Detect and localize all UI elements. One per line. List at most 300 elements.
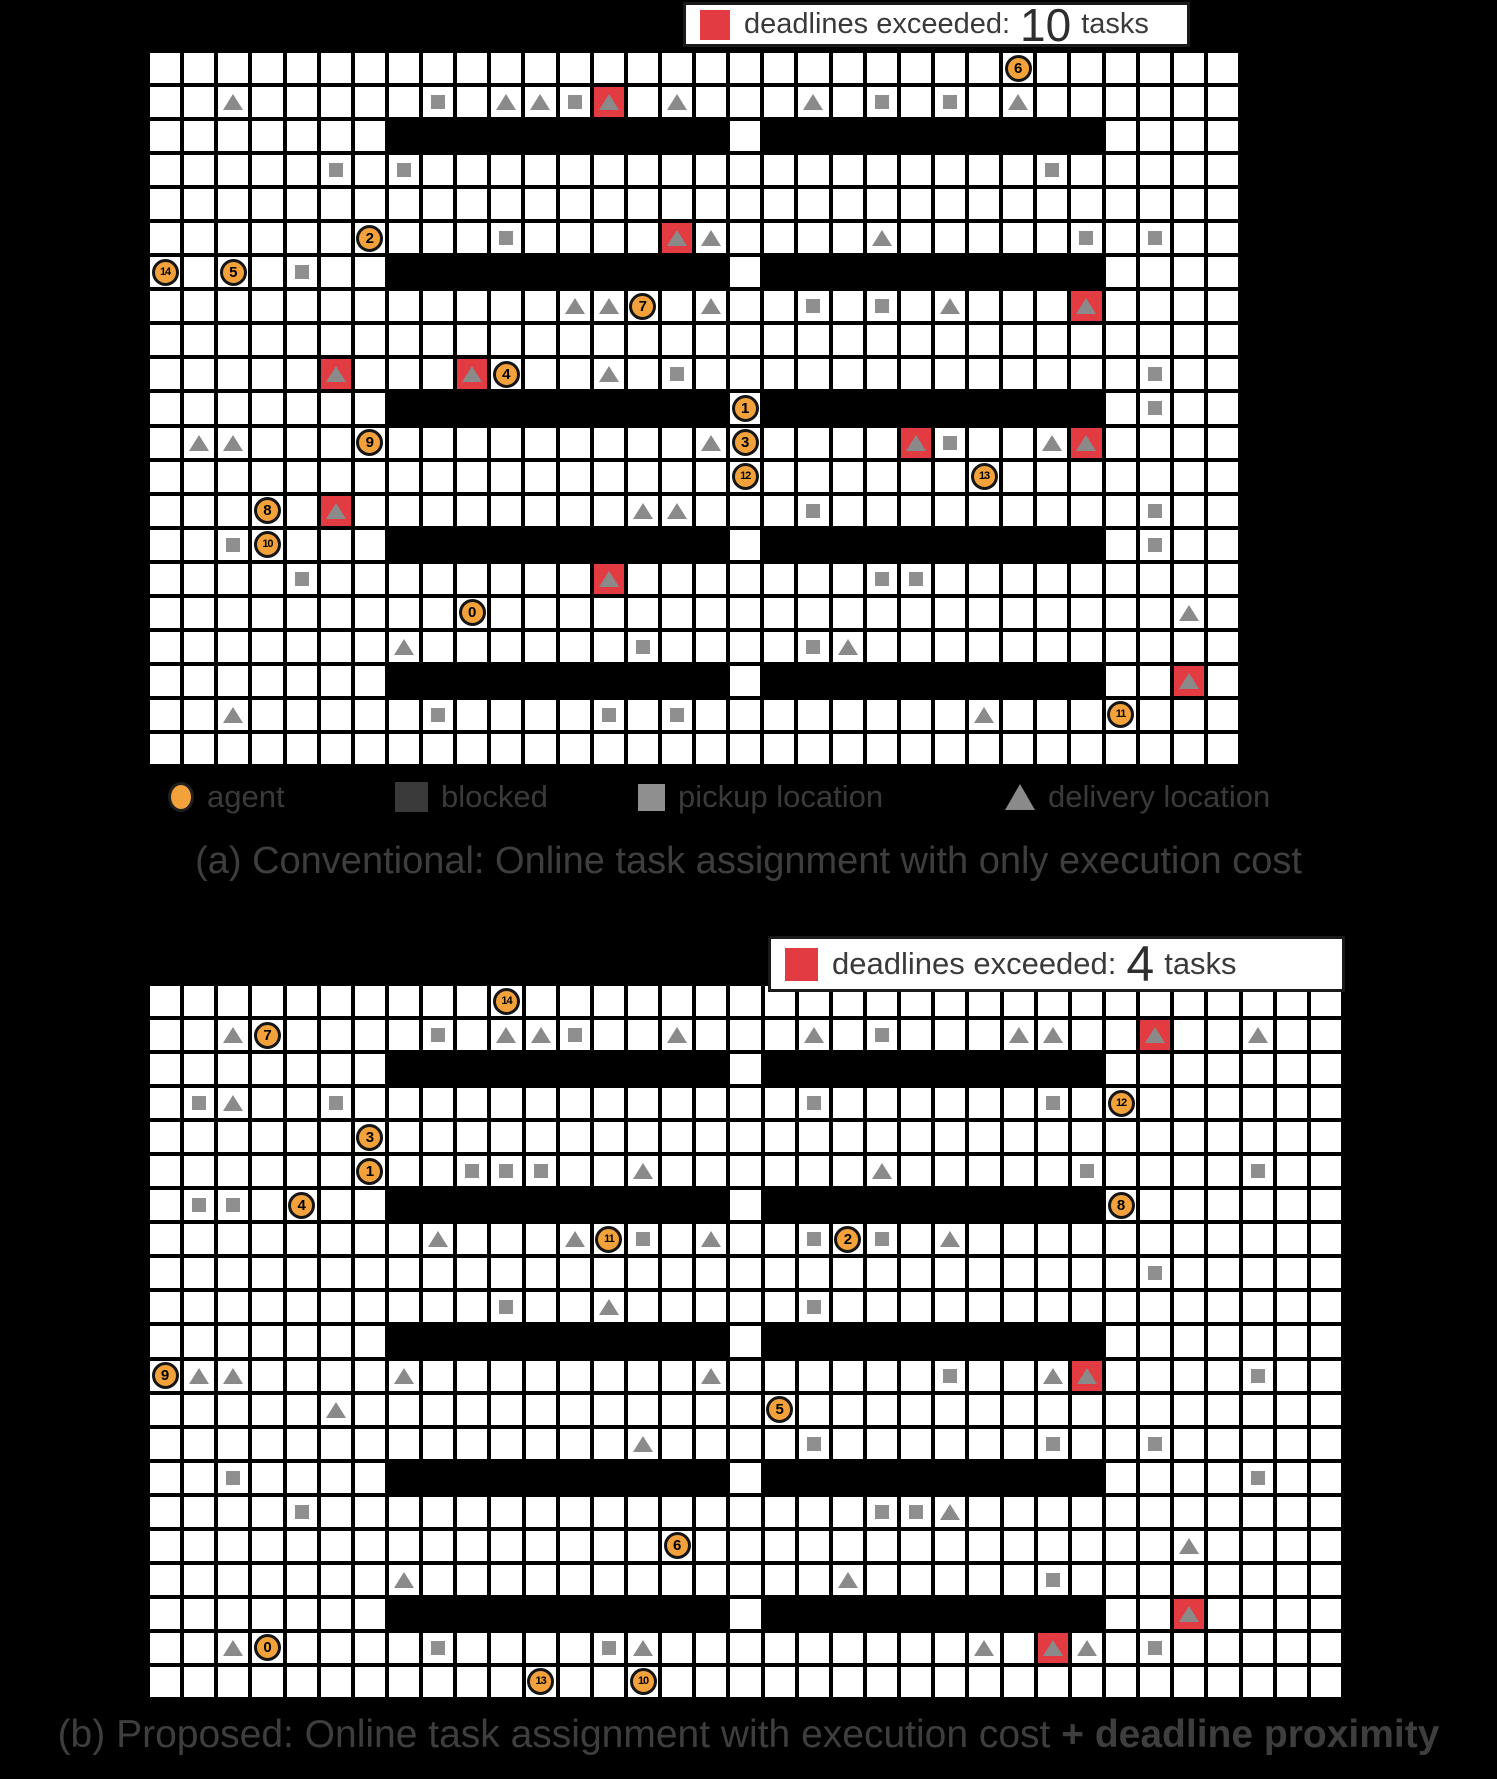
cell-r9-c14 bbox=[626, 1290, 660, 1324]
cell-r5-c6 bbox=[353, 1154, 387, 1188]
cell-r10-c32 bbox=[1241, 1324, 1275, 1358]
cell-r6-c19 bbox=[796, 255, 830, 289]
cell-r20-c20 bbox=[831, 1665, 865, 1699]
cell-r14-c34 bbox=[1309, 1461, 1343, 1495]
cell-r11-c6 bbox=[353, 426, 387, 460]
cell-r14-c28 bbox=[1104, 1461, 1138, 1495]
cell-r7-c9 bbox=[455, 1222, 489, 1256]
cell-r13-c4 bbox=[285, 1427, 319, 1461]
cell-r6-c13 bbox=[592, 255, 626, 289]
cell-r20-c32 bbox=[1241, 1665, 1275, 1699]
cell-r3-c3 bbox=[250, 153, 284, 187]
cell-r1-c11 bbox=[523, 85, 557, 119]
cell-r13-c6 bbox=[353, 494, 387, 528]
cell-r2-c1 bbox=[182, 1052, 216, 1086]
cell-r2-c22 bbox=[899, 119, 933, 153]
cell-r10-c26 bbox=[1035, 391, 1069, 425]
cell-r0-c21 bbox=[865, 51, 899, 85]
cell-r12-c18 bbox=[762, 460, 796, 494]
cell-r2-c0 bbox=[148, 1052, 182, 1086]
cell-r8-c33 bbox=[1275, 1256, 1309, 1290]
cell-r6-c32 bbox=[1241, 1188, 1275, 1222]
cell-r14-c30 bbox=[1172, 1461, 1206, 1495]
delivery-icon bbox=[599, 571, 619, 587]
agent-7: 7 bbox=[629, 293, 656, 320]
pickup-icon bbox=[602, 1641, 616, 1655]
cell-r0-c18 bbox=[762, 51, 796, 85]
cell-r1-c19 bbox=[797, 1018, 831, 1052]
agent-2: 2 bbox=[356, 225, 383, 252]
cell-r0-c2 bbox=[216, 51, 250, 85]
cell-r7-c11 bbox=[524, 1222, 558, 1256]
cell-r16-c18 bbox=[763, 1529, 797, 1563]
cell-r3-c27 bbox=[1070, 1086, 1104, 1120]
cell-r14-c2 bbox=[216, 528, 250, 562]
cell-r9-c12 bbox=[558, 357, 592, 391]
cell-r2-c13 bbox=[592, 119, 626, 153]
cell-r4-c21 bbox=[865, 1120, 899, 1154]
cell-r1-c28 bbox=[1104, 1018, 1138, 1052]
cell-r3-c14 bbox=[626, 1086, 660, 1120]
cell-r4-c14 bbox=[626, 1120, 660, 1154]
cell-r14-c27 bbox=[1069, 528, 1103, 562]
cell-r2-c7 bbox=[387, 1052, 421, 1086]
cell-r6-c4 bbox=[285, 1188, 319, 1222]
cell-r3-c14 bbox=[626, 153, 660, 187]
cell-r6-c21 bbox=[865, 1188, 899, 1222]
cell-r5-c10 bbox=[489, 1154, 523, 1188]
cell-r2-c17 bbox=[728, 119, 762, 153]
cell-r14-c4 bbox=[285, 1461, 319, 1495]
cell-r18-c29 bbox=[1138, 664, 1172, 698]
cell-r5-c17 bbox=[728, 1154, 762, 1188]
cell-r5-c7 bbox=[387, 1154, 421, 1188]
cell-r10-c29 bbox=[1138, 391, 1172, 425]
cell-r2-c2 bbox=[216, 119, 250, 153]
cell-r18-c20 bbox=[831, 1597, 865, 1631]
cell-r19-c8 bbox=[421, 698, 455, 732]
delivery-icon bbox=[974, 1640, 994, 1656]
cell-r8-c11 bbox=[524, 1256, 558, 1290]
cell-r14-c5 bbox=[319, 528, 353, 562]
cell-r18-c23 bbox=[933, 1597, 967, 1631]
cell-r19-c18 bbox=[763, 1631, 797, 1665]
delivery-icon bbox=[667, 94, 687, 110]
cell-r20-c20 bbox=[831, 732, 865, 766]
cell-r16-c5 bbox=[319, 596, 353, 630]
cell-r2-c10 bbox=[489, 119, 523, 153]
cell-r2-c11 bbox=[523, 119, 557, 153]
cell-r2-c10 bbox=[489, 1052, 523, 1086]
cell-r11-c17 bbox=[728, 1359, 762, 1393]
cell-r11-c20 bbox=[831, 426, 865, 460]
cell-r5-c8 bbox=[421, 221, 455, 255]
cell-r14-c5 bbox=[319, 1461, 353, 1495]
cell-r16-c16 bbox=[694, 596, 728, 630]
cell-r4-c19 bbox=[797, 1120, 831, 1154]
cell-r3-c34 bbox=[1309, 1086, 1343, 1120]
cell-r3-c1 bbox=[182, 153, 216, 187]
cell-r7-c9 bbox=[455, 289, 489, 323]
cell-r8-c26 bbox=[1036, 1256, 1070, 1290]
cell-r3-c33 bbox=[1275, 1086, 1309, 1120]
cell-r5-c11 bbox=[523, 221, 557, 255]
cell-r9-c16 bbox=[694, 357, 728, 391]
cell-r1-c9 bbox=[455, 1018, 489, 1052]
agent-0: 0 bbox=[254, 1634, 281, 1661]
cell-r19-c16 bbox=[694, 698, 728, 732]
cell-r6-c24 bbox=[967, 1188, 1001, 1222]
cell-r4-c8 bbox=[421, 1120, 455, 1154]
cell-r8-c20 bbox=[831, 323, 865, 357]
cell-r16-c14 bbox=[626, 596, 660, 630]
cell-r20-c21 bbox=[865, 1665, 899, 1699]
cell-r17-c8 bbox=[421, 630, 455, 664]
delivery-icon bbox=[1043, 1027, 1063, 1043]
cell-r19-c18 bbox=[762, 698, 796, 732]
cell-r15-c20 bbox=[831, 1495, 865, 1529]
cell-r9-c2 bbox=[216, 1290, 250, 1324]
cell-r7-c25 bbox=[1002, 1222, 1036, 1256]
cell-r18-c3 bbox=[250, 1597, 284, 1631]
cell-r10-c28 bbox=[1104, 391, 1138, 425]
cell-r18-c0 bbox=[148, 1597, 182, 1631]
cell-r2-c12 bbox=[558, 119, 592, 153]
cell-r6-c24 bbox=[967, 255, 1001, 289]
cell-r7-c13 bbox=[592, 1222, 626, 1256]
cell-r5-c13 bbox=[592, 221, 626, 255]
cell-r8-c34 bbox=[1309, 1256, 1343, 1290]
cell-r6-c26 bbox=[1036, 1188, 1070, 1222]
cell-r7-c31 bbox=[1206, 289, 1240, 323]
cell-r3-c25 bbox=[1002, 1086, 1036, 1120]
cell-r13-c9 bbox=[455, 494, 489, 528]
cell-r6-c17 bbox=[728, 1188, 762, 1222]
pickup-icon bbox=[226, 1198, 240, 1212]
delivery-icon bbox=[599, 366, 619, 382]
cell-r17-c18 bbox=[763, 1563, 797, 1597]
cell-r8-c15 bbox=[660, 323, 694, 357]
cell-r18-c26 bbox=[1036, 1597, 1070, 1631]
cell-r17-c4 bbox=[285, 1563, 319, 1597]
cell-r12-c28 bbox=[1104, 1393, 1138, 1427]
cell-r4-c7 bbox=[387, 187, 421, 221]
cell-r19-c1 bbox=[182, 1631, 216, 1665]
cell-r20-c13 bbox=[592, 732, 626, 766]
cell-r16-c3 bbox=[250, 1529, 284, 1563]
cell-r4-c4 bbox=[285, 187, 319, 221]
cell-r7-c4 bbox=[285, 289, 319, 323]
cell-r2-c8 bbox=[421, 1052, 455, 1086]
cell-r18-c25 bbox=[1001, 664, 1035, 698]
cell-r12-c26 bbox=[1035, 460, 1069, 494]
cell-r9-c19 bbox=[797, 1290, 831, 1324]
cell-r12-c17 bbox=[728, 460, 762, 494]
cell-r5-c23 bbox=[933, 221, 967, 255]
cell-r20-c18 bbox=[763, 1665, 797, 1699]
cell-r20-c13 bbox=[592, 1665, 626, 1699]
cell-r18-c30 bbox=[1172, 664, 1206, 698]
cell-r7-c23 bbox=[933, 289, 967, 323]
cell-r9-c20 bbox=[831, 357, 865, 391]
cell-r7-c23 bbox=[933, 1222, 967, 1256]
cell-r3-c30 bbox=[1172, 153, 1206, 187]
cell-r3-c23 bbox=[933, 153, 967, 187]
cell-r11-c26 bbox=[1036, 1359, 1070, 1393]
cell-r8-c9 bbox=[455, 1256, 489, 1290]
cell-r3-c1 bbox=[182, 1086, 216, 1120]
cell-r7-c10 bbox=[489, 289, 523, 323]
cell-r13-c16 bbox=[694, 494, 728, 528]
cell-r6-c4 bbox=[285, 255, 319, 289]
cell-r1-c0 bbox=[148, 1018, 182, 1052]
cell-r19-c29 bbox=[1138, 698, 1172, 732]
cell-r13-c13 bbox=[592, 494, 626, 528]
cell-r15-c24 bbox=[967, 562, 1001, 596]
cell-r0-c12 bbox=[558, 984, 592, 1018]
cell-r3-c3 bbox=[250, 1086, 284, 1120]
cell-r12-c31 bbox=[1206, 1393, 1240, 1427]
cell-r19-c34 bbox=[1309, 1631, 1343, 1665]
cell-r17-c29 bbox=[1138, 1563, 1172, 1597]
cell-r20-c0 bbox=[148, 732, 182, 766]
cell-r17-c7 bbox=[387, 1563, 421, 1597]
cell-r11-c7 bbox=[387, 1359, 421, 1393]
cell-r12-c6 bbox=[353, 460, 387, 494]
cell-r11-c3 bbox=[250, 1359, 284, 1393]
cell-r4-c18 bbox=[763, 1120, 797, 1154]
cell-r9-c11 bbox=[524, 1290, 558, 1324]
cell-r5-c5 bbox=[319, 221, 353, 255]
cell-r6-c23 bbox=[933, 1188, 967, 1222]
cell-r18-c14 bbox=[626, 664, 660, 698]
cell-r16-c29 bbox=[1138, 596, 1172, 630]
cell-r1-c12 bbox=[558, 1018, 592, 1052]
cell-r20-c22 bbox=[899, 1665, 933, 1699]
cell-r8-c17 bbox=[728, 1256, 762, 1290]
cell-r3-c31 bbox=[1206, 153, 1240, 187]
cell-r0-c24 bbox=[967, 51, 1001, 85]
cell-r20-c28 bbox=[1104, 1665, 1138, 1699]
cell-r19-c21 bbox=[865, 1631, 899, 1665]
cell-r19-c22 bbox=[899, 698, 933, 732]
cell-r0-c13 bbox=[592, 51, 626, 85]
cell-r15-c28 bbox=[1104, 562, 1138, 596]
pickup-icon bbox=[1251, 1369, 1265, 1383]
cell-r16-c20 bbox=[831, 596, 865, 630]
cell-r12-c10 bbox=[489, 1393, 523, 1427]
cell-r18-c11 bbox=[524, 1597, 558, 1631]
cell-r9-c3 bbox=[250, 1290, 284, 1324]
cell-r9-c4 bbox=[285, 1290, 319, 1324]
delivery-icon bbox=[940, 298, 960, 314]
cell-r19-c22 bbox=[899, 1631, 933, 1665]
cell-r8-c18 bbox=[762, 323, 796, 357]
cell-r19-c15 bbox=[660, 698, 694, 732]
cell-r19-c31 bbox=[1206, 698, 1240, 732]
cell-r11-c22 bbox=[899, 426, 933, 460]
cell-r12-c11 bbox=[523, 460, 557, 494]
cell-r1-c3 bbox=[250, 1018, 284, 1052]
cell-r13-c9 bbox=[455, 1427, 489, 1461]
cell-r11-c27 bbox=[1069, 426, 1103, 460]
cell-r9-c13 bbox=[592, 357, 626, 391]
cell-r17-c22 bbox=[899, 630, 933, 664]
cell-r9-c26 bbox=[1035, 357, 1069, 391]
cell-r5-c2 bbox=[216, 1154, 250, 1188]
cell-r0-c9 bbox=[455, 51, 489, 85]
cell-r10-c8 bbox=[421, 391, 455, 425]
cell-r9-c33 bbox=[1275, 1290, 1309, 1324]
cell-r4-c28 bbox=[1104, 187, 1138, 221]
cell-r8-c6 bbox=[353, 1256, 387, 1290]
cell-r6-c0 bbox=[148, 1188, 182, 1222]
pickup-icon bbox=[1251, 1471, 1265, 1485]
agent-2: 2 bbox=[834, 1226, 861, 1253]
cell-r9-c1 bbox=[182, 1290, 216, 1324]
cell-r12-c25 bbox=[1002, 1393, 1036, 1427]
cell-r4-c31 bbox=[1206, 187, 1240, 221]
delivery-icon bbox=[462, 366, 482, 382]
deadline-legend-label: deadlines exceeded: bbox=[744, 8, 1011, 40]
cell-r15-c26 bbox=[1035, 562, 1069, 596]
agent-4: 4 bbox=[288, 1192, 315, 1219]
cell-r11-c18 bbox=[763, 1359, 797, 1393]
agent-12: 12 bbox=[732, 463, 759, 490]
cell-r10-c22 bbox=[899, 391, 933, 425]
cell-r1-c31 bbox=[1206, 85, 1240, 119]
cell-r1-c34 bbox=[1309, 1018, 1343, 1052]
cell-r10-c19 bbox=[796, 391, 830, 425]
cell-r11-c5 bbox=[319, 1359, 353, 1393]
cell-r6-c27 bbox=[1070, 1188, 1104, 1222]
delivery-icon bbox=[701, 298, 721, 314]
cell-r17-c3 bbox=[250, 1563, 284, 1597]
cell-r8-c14 bbox=[626, 1256, 660, 1290]
cell-r13-c20 bbox=[831, 1427, 865, 1461]
cell-r5-c4 bbox=[285, 1154, 319, 1188]
cell-r6-c6 bbox=[353, 255, 387, 289]
cell-r1-c2 bbox=[216, 85, 250, 119]
cell-r6-c23 bbox=[933, 255, 967, 289]
cell-r3-c7 bbox=[387, 1086, 421, 1120]
cell-r19-c0 bbox=[148, 1631, 182, 1665]
cell-r4-c6 bbox=[353, 1120, 387, 1154]
legend-item-agent bbox=[168, 779, 285, 815]
cell-r16-c11 bbox=[523, 596, 557, 630]
cell-r15-c8 bbox=[421, 1495, 455, 1529]
cell-r12-c2 bbox=[216, 1393, 250, 1427]
cell-r17-c12 bbox=[558, 630, 592, 664]
cell-r17-c0 bbox=[148, 630, 182, 664]
cell-r10-c17 bbox=[728, 391, 762, 425]
cell-r8-c2 bbox=[216, 323, 250, 357]
cell-r15-c6 bbox=[353, 1495, 387, 1529]
cell-r4-c23 bbox=[933, 187, 967, 221]
cell-r7-c27 bbox=[1070, 1222, 1104, 1256]
cell-r15-c8 bbox=[421, 562, 455, 596]
cell-r8-c30 bbox=[1172, 323, 1206, 357]
cell-r18-c6 bbox=[353, 664, 387, 698]
cell-r12-c11 bbox=[524, 1393, 558, 1427]
cell-r3-c20 bbox=[831, 153, 865, 187]
cell-r5-c25 bbox=[1001, 221, 1035, 255]
cell-r20-c31 bbox=[1206, 732, 1240, 766]
cell-r6-c11 bbox=[523, 255, 557, 289]
cell-r3-c7 bbox=[387, 153, 421, 187]
cell-r19-c19 bbox=[797, 1631, 831, 1665]
cell-r17-c34 bbox=[1309, 1563, 1343, 1597]
cell-r3-c0 bbox=[148, 153, 182, 187]
cell-r19-c27 bbox=[1070, 1631, 1104, 1665]
cell-r6-c10 bbox=[489, 255, 523, 289]
pickup-icon bbox=[806, 640, 820, 654]
cell-r16-c24 bbox=[967, 1529, 1001, 1563]
cell-r7-c10 bbox=[489, 1222, 523, 1256]
cell-r15-c13 bbox=[592, 562, 626, 596]
cell-r1-c1 bbox=[182, 85, 216, 119]
cell-r4-c3 bbox=[250, 187, 284, 221]
pickup-icon bbox=[1148, 367, 1162, 381]
cell-r17-c29 bbox=[1138, 630, 1172, 664]
cell-r14-c6 bbox=[353, 528, 387, 562]
cell-r10-c13 bbox=[592, 1324, 626, 1358]
cell-r8-c13 bbox=[592, 1256, 626, 1290]
cell-r4-c10 bbox=[489, 1120, 523, 1154]
cell-r12-c28 bbox=[1104, 460, 1138, 494]
cell-r6-c0 bbox=[148, 255, 182, 289]
cell-r12-c27 bbox=[1070, 1393, 1104, 1427]
cell-r4-c24 bbox=[967, 187, 1001, 221]
cell-r14-c25 bbox=[1002, 1461, 1036, 1495]
cell-r16-c13 bbox=[592, 1529, 626, 1563]
delivery-icon bbox=[940, 1504, 960, 1520]
pickup-icon bbox=[875, 572, 889, 586]
cell-r16-c15 bbox=[660, 1529, 694, 1563]
cell-r2-c33 bbox=[1275, 1052, 1309, 1086]
cell-r19-c2 bbox=[216, 698, 250, 732]
agent-11: 11 bbox=[1107, 701, 1134, 728]
cell-r11-c0 bbox=[148, 1359, 182, 1393]
delivery-icon bbox=[701, 1231, 721, 1247]
cell-r6-c25 bbox=[1002, 1188, 1036, 1222]
cell-r9-c25 bbox=[1001, 357, 1035, 391]
cell-r20-c17 bbox=[728, 1665, 762, 1699]
deadline-unit: tasks bbox=[1164, 946, 1237, 981]
cell-r19-c6 bbox=[353, 698, 387, 732]
pickup-icon bbox=[807, 1096, 821, 1110]
cell-r16-c5 bbox=[319, 1529, 353, 1563]
cell-r15-c33 bbox=[1275, 1495, 1309, 1529]
cell-r10-c5 bbox=[319, 1324, 353, 1358]
cell-r4-c26 bbox=[1035, 187, 1069, 221]
cell-r5-c3 bbox=[250, 221, 284, 255]
cell-r8-c15 bbox=[660, 1256, 694, 1290]
cell-r8-c29 bbox=[1138, 323, 1172, 357]
cell-r8-c5 bbox=[319, 323, 353, 357]
cell-r9-c7 bbox=[387, 357, 421, 391]
cell-r1-c33 bbox=[1275, 1018, 1309, 1052]
cell-r1-c15 bbox=[660, 85, 694, 119]
cell-r13-c29 bbox=[1138, 1427, 1172, 1461]
cell-r19-c4 bbox=[285, 1631, 319, 1665]
agent-12: 12 bbox=[1108, 1090, 1135, 1117]
cell-r20-c30 bbox=[1172, 1665, 1206, 1699]
cell-r6-c12 bbox=[558, 255, 592, 289]
cell-r12-c22 bbox=[899, 460, 933, 494]
cell-r17-c28 bbox=[1104, 1563, 1138, 1597]
cell-r12-c14 bbox=[626, 1393, 660, 1427]
